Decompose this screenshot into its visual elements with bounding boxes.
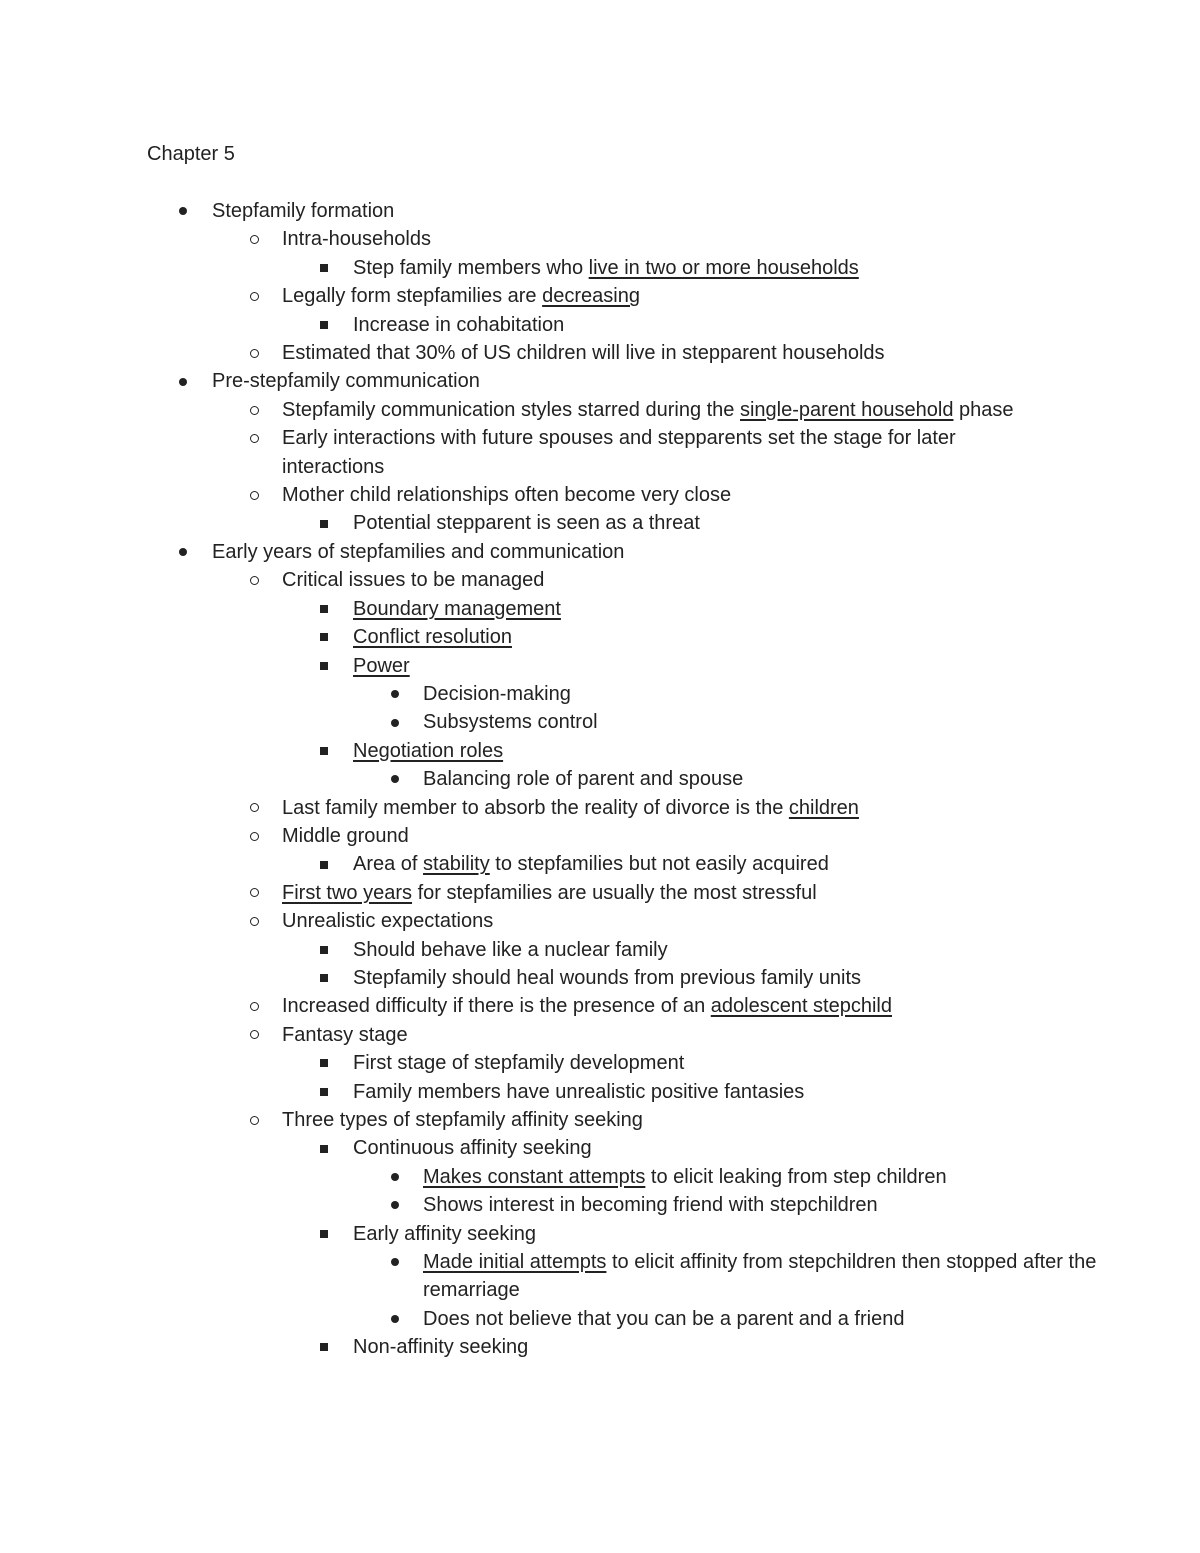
- underlined-term: Conflict resolution: [353, 626, 512, 649]
- text-run: Stepfamily formation: [212, 200, 395, 222]
- bullet-dot-icon: [179, 548, 187, 556]
- list-bullet: [387, 708, 403, 736]
- underlined-term: live in two or more households: [588, 256, 859, 279]
- list-bullet: [316, 623, 332, 651]
- bullet-dot-icon: [179, 207, 187, 215]
- outline-item-text: [353, 850, 1088, 878]
- list-bullet: [246, 339, 262, 367]
- outline-item-level-1: [0, 197, 1200, 225]
- outline-item-text: [282, 225, 1017, 253]
- text-run: Early interactions with future spouses and stepparents set the stage for later interactions: [282, 427, 956, 478]
- outline-item-level-4: [0, 1163, 1200, 1191]
- outline-item-level-2: [0, 424, 1200, 481]
- outline-item-text: [282, 879, 1017, 907]
- bullet-dot-icon: [391, 775, 399, 783]
- text-run: Critical issues to be managed: [282, 569, 545, 592]
- list-bullet: [387, 1163, 403, 1191]
- text-run: Subsystems control: [423, 711, 598, 734]
- outline-item-text: [282, 794, 1017, 822]
- text-run: Legally form stepfamilies are: [282, 285, 543, 308]
- outline-item-text: [353, 936, 1088, 964]
- outline-item-level-3: [0, 1333, 1200, 1361]
- outline-item-text: [282, 481, 1017, 509]
- outline-item-level-3: [0, 936, 1200, 964]
- outline-item-level-3: [0, 850, 1200, 878]
- bullet-circle-icon: [250, 917, 259, 926]
- underlined-term: Made initial attempts: [423, 1251, 607, 1274]
- text-run: to elicit affinity from stepchildren then stopped after the remarriage: [423, 1251, 1097, 1302]
- outline-item-text: [423, 1248, 1158, 1305]
- outline-item-text: [353, 595, 1088, 623]
- outline-item-text: [423, 765, 1158, 793]
- list-bullet: [246, 992, 262, 1020]
- list-bullet: [316, 509, 332, 537]
- text-run: Potential stepparent is seen as a threat: [353, 512, 700, 535]
- outline-item-text: [353, 623, 1088, 651]
- outline-item-text: [282, 907, 1017, 935]
- outline-item-text: [353, 1333, 1088, 1361]
- bullet-square-icon: [320, 1059, 328, 1067]
- bullet-square-icon: [320, 861, 328, 869]
- bullet-dot-icon: [391, 1173, 399, 1181]
- bullet-square-icon: [320, 1230, 328, 1238]
- list-bullet: [316, 1333, 332, 1361]
- bullet-dot-icon: [391, 690, 399, 698]
- list-bullet: [316, 595, 332, 623]
- text-run: Step family members who: [353, 256, 589, 279]
- outline-item-text: [353, 1220, 1088, 1248]
- outline-item-text: [423, 708, 1158, 736]
- list-bullet: [316, 964, 332, 992]
- underlined-term: Power: [353, 654, 410, 677]
- bullet-circle-icon: [250, 576, 259, 585]
- bullet-circle-icon: [250, 1030, 259, 1039]
- underlined-term: children: [788, 796, 859, 819]
- bullet-dot-icon: [179, 378, 187, 386]
- list-bullet: [175, 538, 191, 566]
- outline-item-text: [212, 197, 947, 225]
- text-run: Does not believe that you can be a parent and a friend: [423, 1307, 905, 1330]
- outline-item-text: [353, 1134, 1088, 1162]
- text-run: Early affinity seeking: [353, 1222, 537, 1245]
- text-run: Balancing role of parent and spouse: [423, 768, 744, 791]
- outline-item-level-4: [0, 765, 1200, 793]
- text-run: Fantasy stage: [282, 1023, 408, 1046]
- outline-item-text: [353, 1049, 1088, 1077]
- outline-item-text: [353, 737, 1088, 765]
- page-title: Chapter 5: [147, 143, 235, 165]
- list-bullet: [316, 1078, 332, 1106]
- text-run: Middle ground: [282, 824, 409, 847]
- list-bullet: [246, 424, 262, 452]
- outline-item-level-2: [0, 225, 1200, 253]
- outline-item-level-1: [0, 538, 1200, 566]
- outline-item-level-2: [0, 879, 1200, 907]
- text-run: Increase in cohabitation: [353, 313, 565, 336]
- outline-item-text: [282, 822, 1017, 850]
- outline-item-level-2: [0, 396, 1200, 424]
- bullet-circle-icon: [250, 1002, 259, 1011]
- bullet-circle-icon: [250, 888, 259, 897]
- list-bullet: [246, 481, 262, 509]
- underlined-term: single-parent household: [739, 398, 954, 421]
- underlined-term: Makes constant attempts: [423, 1165, 646, 1188]
- text-run: First stage of stepfamily development: [353, 1052, 685, 1075]
- outline-item-text: [423, 1163, 1158, 1191]
- list-bullet: [316, 1220, 332, 1248]
- bullet-square-icon: [320, 1343, 328, 1351]
- list-bullet: [246, 282, 262, 310]
- bullet-circle-icon: [250, 491, 259, 500]
- list-bullet: [316, 1049, 332, 1077]
- list-bullet: [246, 566, 262, 594]
- outline-item-level-3: [0, 652, 1200, 680]
- outline-item-level-3: [0, 1049, 1200, 1077]
- outline-item-text: [282, 566, 1017, 594]
- bullet-square-icon: [320, 747, 328, 755]
- list-bullet: [316, 936, 332, 964]
- outline-item-level-3: [0, 595, 1200, 623]
- text-run: Decision-making: [423, 682, 571, 705]
- outline-item-level-4: [0, 1191, 1200, 1219]
- list-bullet: [175, 197, 191, 225]
- underlined-term: First two years: [282, 881, 413, 904]
- list-bullet: [175, 367, 191, 395]
- outline-item-level-4: [0, 680, 1200, 708]
- bullet-dot-icon: [391, 1258, 399, 1266]
- outline-item-level-4: [0, 1305, 1200, 1333]
- list-bullet: [246, 396, 262, 424]
- outline-item-text: [282, 339, 1017, 367]
- list-bullet: [246, 225, 262, 253]
- list-bullet: [316, 737, 332, 765]
- bullet-dot-icon: [391, 719, 399, 727]
- underlined-term: adolescent stepchild: [710, 995, 892, 1018]
- outline-item-level-3: [0, 623, 1200, 651]
- outline-item-level-3: [0, 737, 1200, 765]
- list-bullet: [387, 1248, 403, 1276]
- text-run: Three types of stepfamily affinity seeking: [282, 1109, 643, 1131]
- outline-item-level-2: [0, 822, 1200, 850]
- outline-item-level-2: [0, 1021, 1200, 1049]
- outline-item-text: [282, 282, 1017, 310]
- list-bullet: [316, 652, 332, 680]
- bullet-circle-icon: [250, 1116, 259, 1125]
- text-run: phase: [953, 398, 1014, 421]
- underlined-term: stability: [423, 853, 490, 876]
- text-run: Mother child relationships often become very close: [282, 484, 732, 507]
- bullet-square-icon: [320, 974, 328, 982]
- list-bullet: [246, 794, 262, 822]
- text-run: Area of: [353, 853, 424, 876]
- bullet-circle-icon: [250, 349, 259, 358]
- text-run: Stepfamily should heal wounds from previous family units: [353, 966, 862, 989]
- outline-item-level-3: [0, 1134, 1200, 1162]
- outline-item-level-1: [0, 367, 1200, 395]
- bullet-square-icon: [320, 1145, 328, 1153]
- list-bullet: [387, 765, 403, 793]
- text-run: Family members have unrealistic positive fantasies: [353, 1080, 805, 1103]
- text-run: Estimated that 30% of US children will live in stepparent households: [282, 342, 885, 365]
- bullet-square-icon: [320, 946, 328, 954]
- text-run: Stepfamily communication styles starred during the: [282, 398, 740, 421]
- outline-item-text: [282, 1021, 1017, 1049]
- list-bullet: [246, 879, 262, 907]
- list-bullet: [316, 254, 332, 282]
- notes-outline: [0, 197, 1200, 1362]
- list-bullet: [246, 907, 262, 935]
- bullet-square-icon: [320, 1088, 328, 1096]
- underlined-term: Negotiation roles: [353, 739, 504, 762]
- outline-item-text: [212, 538, 947, 566]
- text-run: Shows interest in becoming friend with stepchildren: [423, 1194, 878, 1217]
- outline-item-level-2: [0, 907, 1200, 935]
- outline-item-text: [353, 254, 1088, 282]
- list-bullet: [246, 1106, 262, 1134]
- underlined-term: decreasing: [542, 285, 640, 308]
- outline-item-level-2: [0, 566, 1200, 594]
- outline-item-level-2: [0, 339, 1200, 367]
- bullet-dot-icon: [391, 1201, 399, 1209]
- text-run: Continuous affinity seeking: [353, 1137, 592, 1160]
- bullet-circle-icon: [250, 434, 259, 443]
- outline-item-text: [423, 1191, 1158, 1219]
- list-bullet: [387, 680, 403, 708]
- text-run: Intra-households: [282, 228, 431, 251]
- bullet-circle-icon: [250, 406, 259, 415]
- bullet-square-icon: [320, 321, 328, 329]
- text-run: Should behave like a nuclear family: [353, 938, 668, 961]
- list-bullet: [387, 1305, 403, 1333]
- text-run: Non-affinity seeking: [353, 1336, 529, 1359]
- underlined-term: Boundary management: [353, 597, 561, 620]
- outline-item-text: [353, 652, 1088, 680]
- bullet-circle-icon: [250, 235, 259, 244]
- text-run: Unrealistic expectations: [282, 910, 494, 933]
- text-run: for stepfamilies are usually the most stressful: [412, 881, 817, 904]
- outline-item-text: [212, 367, 947, 395]
- outline-item-level-3: [0, 1078, 1200, 1106]
- text-run: Last family member to absorb the reality of divorce is the: [282, 796, 789, 819]
- list-bullet: [316, 850, 332, 878]
- outline-item-level-3: [0, 254, 1200, 282]
- outline-item-text: [282, 992, 1017, 1020]
- bullet-square-icon: [320, 520, 328, 528]
- bullet-circle-icon: [250, 832, 259, 841]
- outline-item-level-2: [0, 992, 1200, 1020]
- outline-item-text: [423, 680, 1158, 708]
- outline-item-text: [282, 1106, 1017, 1134]
- outline-item-text: [353, 1078, 1088, 1106]
- bullet-circle-icon: [250, 292, 259, 301]
- outline-item-level-3: [0, 311, 1200, 339]
- text-run: Pre-stepfamily communication: [212, 370, 480, 393]
- outline-item-text: [282, 396, 1017, 424]
- outline-item-level-4: [0, 708, 1200, 736]
- outline-item-text: [282, 424, 1017, 481]
- outline-item-level-2: [0, 794, 1200, 822]
- text-run: to stepfamilies but not easily acquired: [489, 853, 829, 876]
- list-bullet: [316, 1134, 332, 1162]
- bullet-square-icon: [320, 662, 328, 670]
- list-bullet: [316, 311, 332, 339]
- outline-item-text: [353, 509, 1088, 537]
- outline-item-level-3: [0, 1220, 1200, 1248]
- outline-item-level-2: [0, 481, 1200, 509]
- list-bullet: [387, 1191, 403, 1219]
- text-run: Early years of stepfamilies and communication: [212, 540, 625, 563]
- outline-item-level-4: [0, 1248, 1200, 1305]
- outline-item-level-3: [0, 509, 1200, 537]
- bullet-circle-icon: [250, 803, 259, 812]
- text-run: Increased difficulty if there is the presence of an: [282, 995, 711, 1018]
- text-run: to elicit leaking from step children: [645, 1165, 947, 1188]
- bullet-dot-icon: [391, 1315, 399, 1323]
- bullet-square-icon: [320, 633, 328, 641]
- outline-item-level-2: [0, 282, 1200, 310]
- list-bullet: [246, 1021, 262, 1049]
- outline-item-level-2: [0, 1106, 1200, 1134]
- bullet-square-icon: [320, 264, 328, 272]
- outline-item-level-3: [0, 964, 1200, 992]
- outline-item-text: [353, 964, 1088, 992]
- outline-item-text: [423, 1305, 1158, 1333]
- outline-item-text: [353, 311, 1088, 339]
- bullet-square-icon: [320, 605, 328, 613]
- list-bullet: [246, 822, 262, 850]
